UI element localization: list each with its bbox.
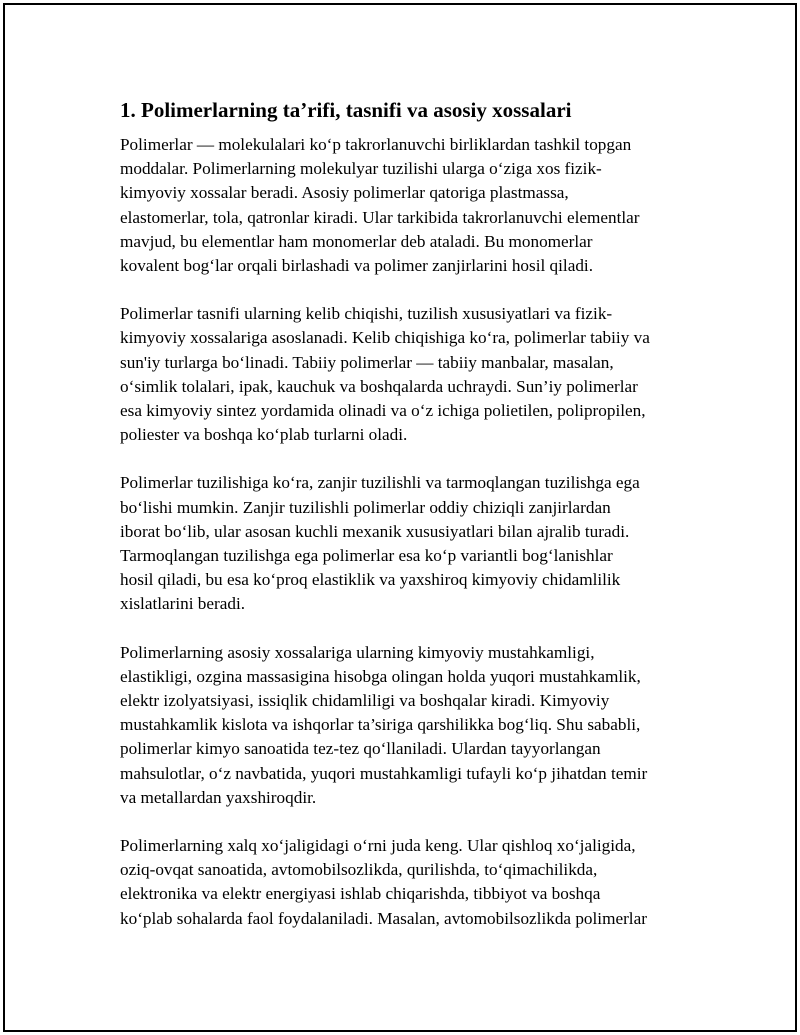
paragraph-definition: Polimerlar — molekulalari ko‘p takrorlanuvchi birliklardan tashkil topgan moddalar. Polimerlarning molekulyar tuzilishi ularga o‘ziga xos fizik- kimyoviy xossalar beradi. Asosiy polimerlar qatoriga plastmassa, elastomerlar, tola, qatronlar kiradi. Ular tarkibida takrorlanuvchi elementlar mavjud, bu elementlar ham monomerlar deb ataladi. Bu monomerlar kovalent bog‘lar orqali birlashadi va polimer zanjirlarini hosil qiladi. (120, 135, 640, 276)
paragraph-structure: Polimerlar tuzilishiga ko‘ra, zanjir tuzilishli va tarmoqlangan tuzilishga ega bo‘lishi mumkin. Zanjir tuzilishli polimerlar oddiy chiziqli zanjirlardan iborat bo‘lib, ular asosan kuchli mexanik xususiyatlari bilan ajralib turadi. Tarmoqlangan tuzilishga ega polimerlar esa ko‘p variantli bog‘lanishlar hosil qiladi, bu esa ko‘proq elastiklik va yaxshiroq kimyoviy chidamlilik xislatlarini beradi. (120, 473, 640, 614)
document-body (120, 97, 695, 955)
section-heading: 1. Polimerlarning ta’rifi, tasnifi va asosiy xossalari (120, 98, 572, 122)
paragraph-classification: Polimerlar tasnifi ularning kelib chiqishi, tuzilish xususiyatlari va fizik- kimyoviy xossalariga asoslanadi. Kelib chiqishiga ko‘ra, polimerlar tabiiy va sun'iy turlarga bo‘linadi. Tabiiy polimerlar — tabiiy manbalar, masalan, o‘simlik tolalari, ipak, kauchuk va boshqalarda uchraydi. Sun’iy polimerlar esa kimyoviy sintez yordamida olinadi va o‘z ichiga polietilen, polipropilen, poliester va boshqa ko‘plab turlarni oladi. (120, 304, 650, 445)
paragraph-properties: Polimerlarning asosiy xossalariga ularning kimyoviy mustahkamligi, elastikligi, ozgina massasigina hisobga olingan holda yuqori mustahkamlik, elektr izolyatsiyasi, issiqlik chidamliligi va boshqalar kiradi. Kimyoviy mustahkamlik kislota va ishqorlar ta’siriga qarshilikka bog‘liq. Shu sababli, polimerlar kimyo sanoatida tez-tez qo‘llaniladi. Ulardan tayyorlangan mahsulotlar, o‘z navbatida, yuqori mustahkamligi tufayli ko‘p jihatdan temir va metallardan yaxshiroqdir. (120, 642, 648, 807)
page-frame (3, 3, 797, 1032)
paragraph-applications: Polimerlarning xalq xo‘jaligidagi o‘rni juda keng. Ular qishloq xo‘jaligida, oziq-ovqat sanoatida, avtomobilsozlikda, qurilishda, to‘qimachilikda, elektronika va elektr energiyasi ishlab chiqarishda, tibbiyot va boshqa ko‘plab sohalarda faol foydalaniladi. Masalan, avtomobilsozlikda polimerlar (120, 836, 647, 928)
